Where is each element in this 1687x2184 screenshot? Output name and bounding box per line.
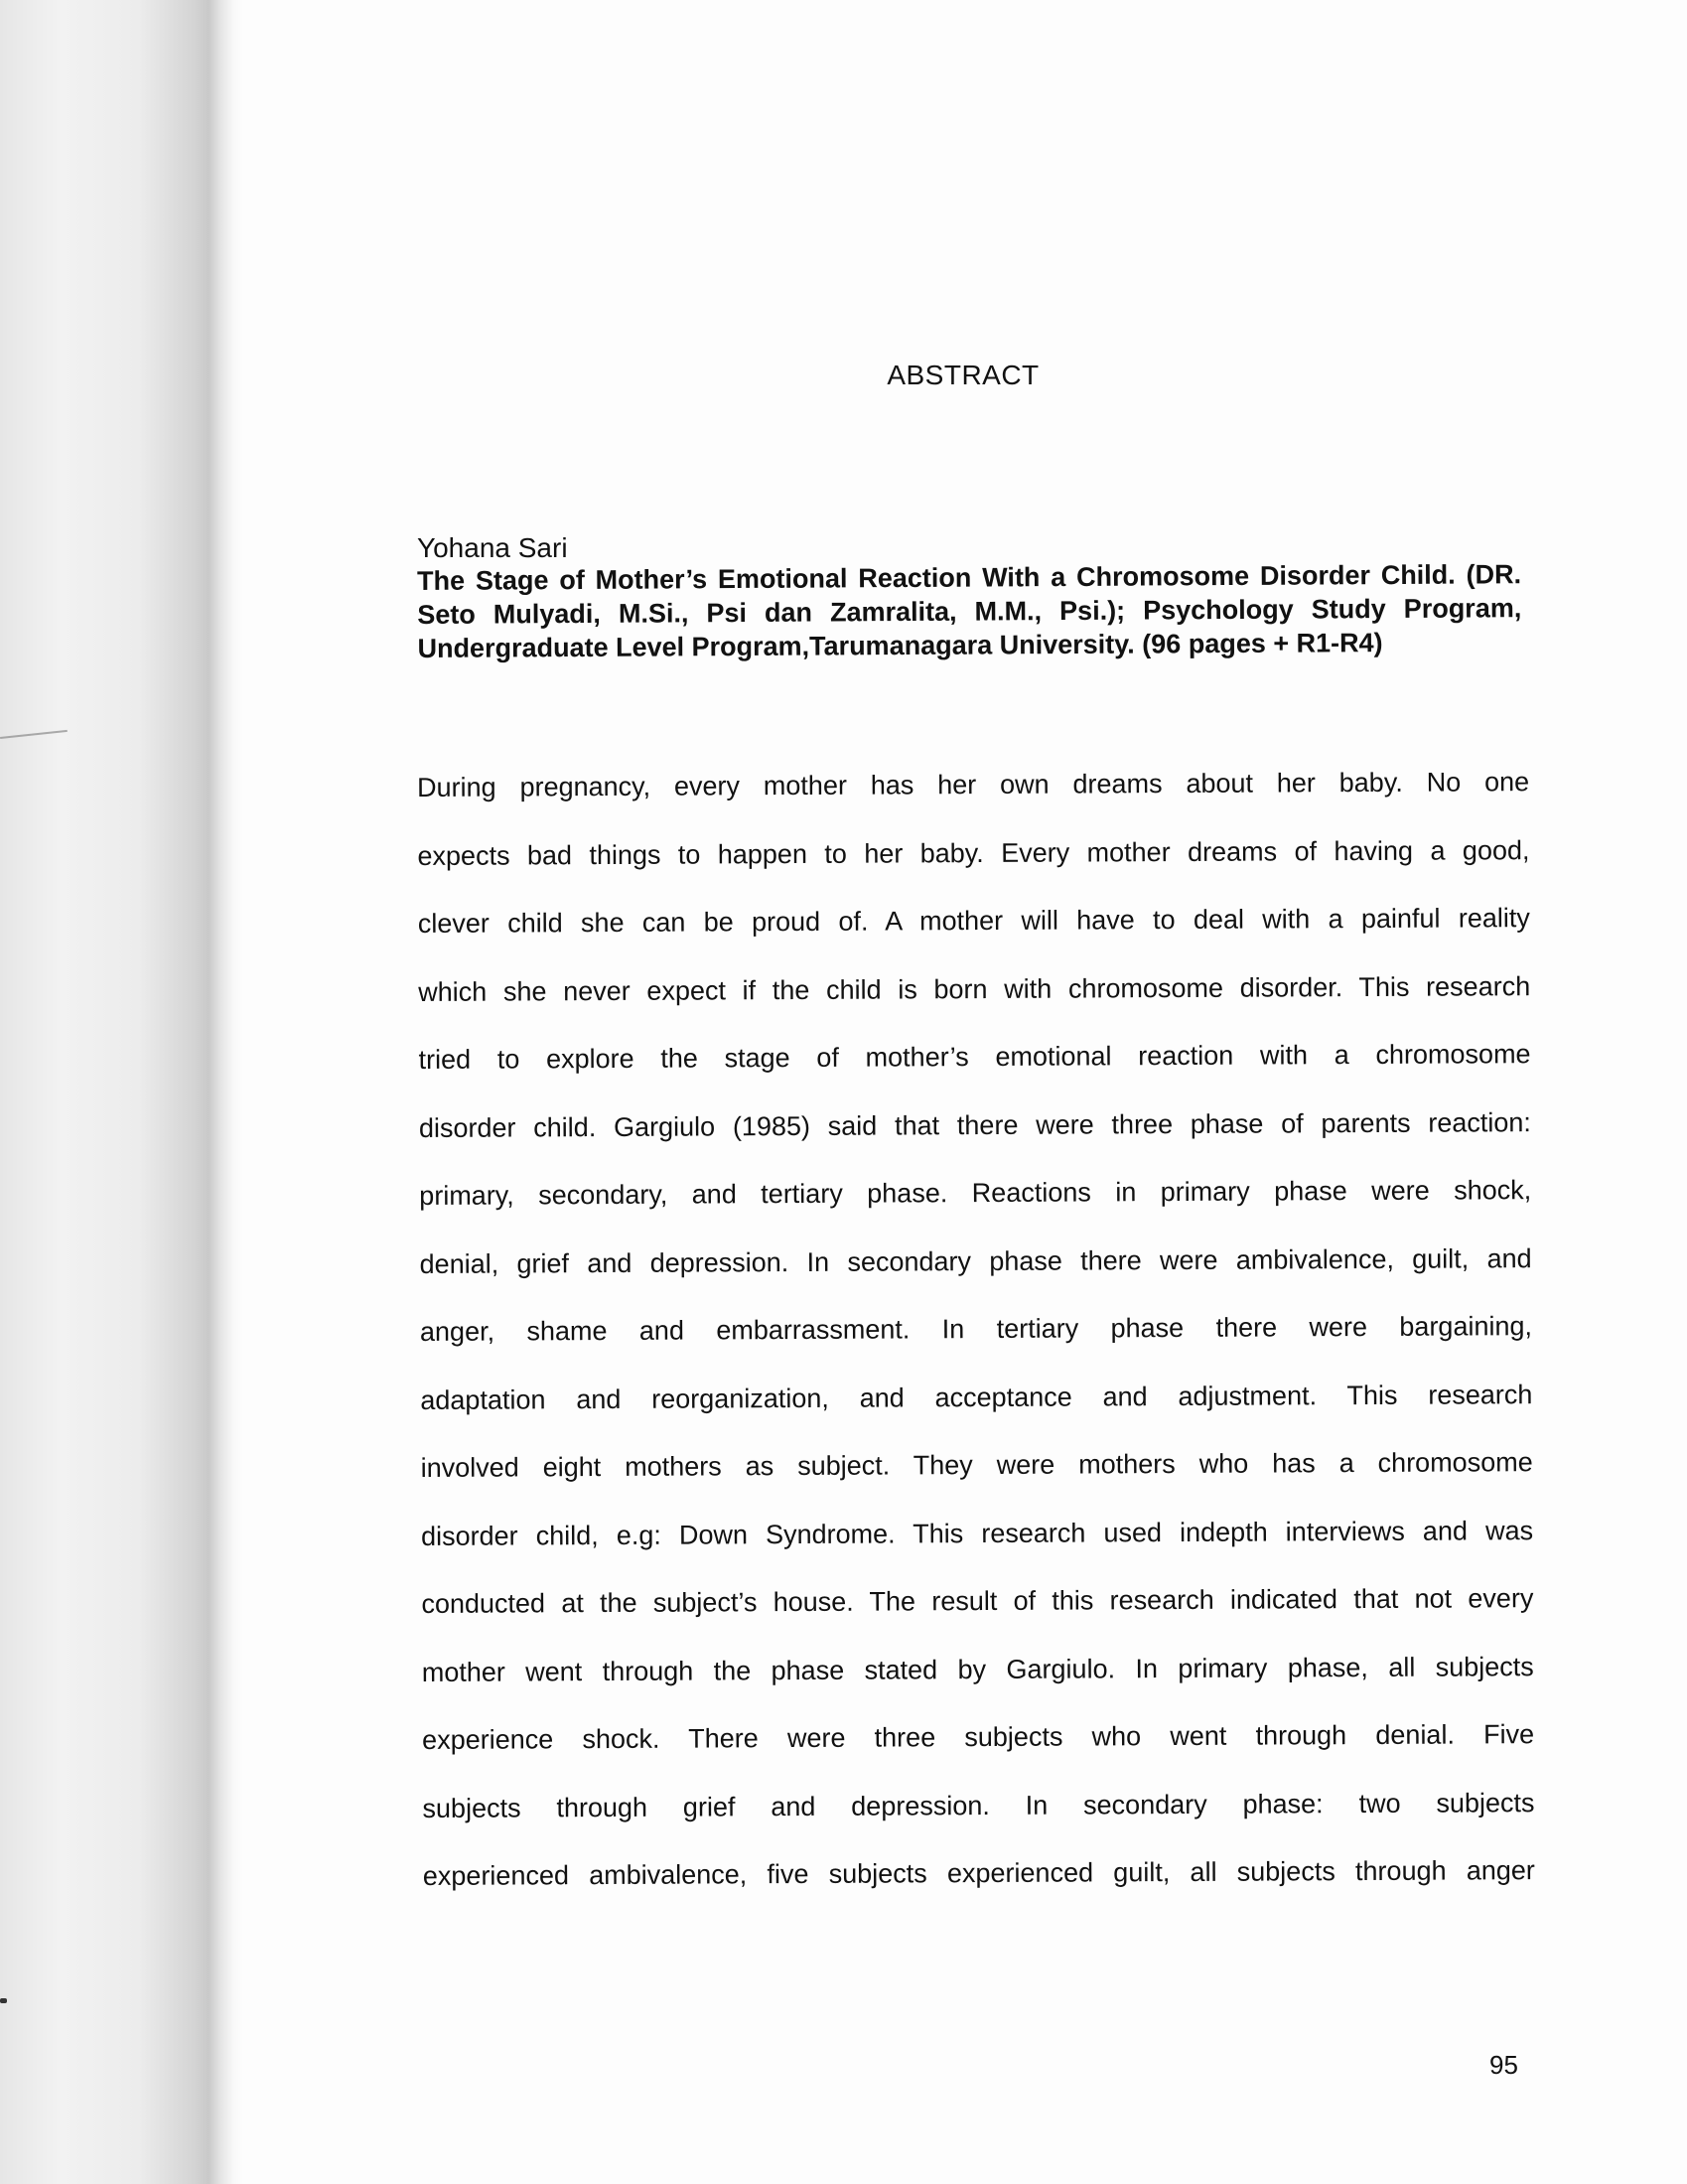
body-line: experienced ambivalence, five subjects experienced guilt, all subjects through anger [422,1855,1535,1891]
abstract-heading: ABSTRACT [887,360,1040,390]
book-binding-shadow [0,0,243,2184]
body-line: which she never expect if the child is born with chromosome disorder. This research [418,970,1531,1007]
body-line: experience shock. There were three subjects who went through denial. Five [422,1719,1535,1755]
thesis-citation: The Stage of Mother’s Emotional Reaction With a Chromosome Disorder Child. (DR. Seto Mulyadi, M.Si., Psi dan Zamralita, M.M., Psi.); Psychology Study Program, Undergraduate Level Program,Tarumanagara University. (96 pages + R1-R4) [417,559,1522,663]
body-line: During pregnancy, every mother has her own dreams about her baby. No one [417,767,1530,802]
body-line: disorder child. Gargiulo (1985) said that there were three phase of parents reaction: [418,1106,1531,1143]
body-line: clever child she can be proud of. A mother will have to deal with a painful reality [417,903,1530,939]
body-line: mother went through the phase stated by Gargiulo. In primary phase, all subjects [421,1651,1534,1687]
author-name: Yohana Sari [417,532,568,563]
body-line: tried to explore the stage of mother’s emotional reaction with a chromosome [418,1039,1531,1075]
body-line: expects bad things to happen to her baby. Every mother dreams of having a good, [417,834,1530,871]
abstract-body [417,761,1535,1923]
page-number: 95 [1489,2050,1518,2080]
body-line: primary, secondary, and tertiary phase. Reactions in primary phase were shock, [419,1175,1532,1211]
scan-edge-dot [0,1998,7,2003]
body-line: adaptation and reorganization, and acceptance and adjustment. This research [420,1379,1533,1415]
body-line: involved eight mothers as subject. They were mothers who has a chromosome [420,1447,1533,1483]
body-line: denial, grief and depression. In secondary phase there were ambivalence, guilt, and [419,1242,1532,1279]
body-line: subjects through grief and depression. In secondary phase: two subjects [422,1787,1535,1823]
body-line: conducted at the subject’s house. The result of this research indicated that not every [421,1583,1534,1619]
body-line: disorder child, e.g: Down Syndrome. This research used indepth interviews and was [420,1515,1534,1551]
body-line: anger, shame and embarrassment. In tertiary phase there were bargaining, [419,1311,1533,1347]
